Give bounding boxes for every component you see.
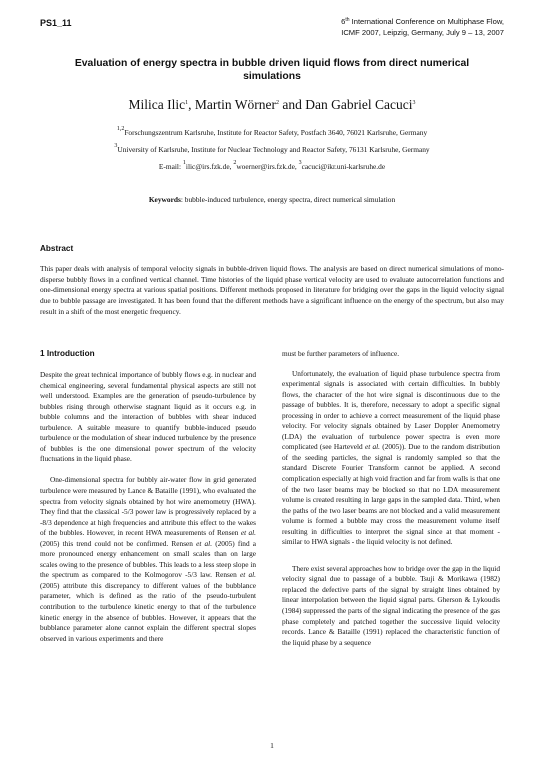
left-column: [40, 349, 256, 655]
conference-header: [264, 16, 504, 38]
paragraph: [40, 475, 256, 644]
email-label: E-mail:: [158, 162, 183, 171]
email-2-marker: 2: [233, 160, 237, 166]
author-separator-and: and: [279, 97, 306, 112]
email-1: ilic@irs.fzk.de,: [185, 162, 234, 171]
keywords: [40, 195, 504, 204]
conference-edition-suffix: th: [345, 17, 350, 23]
keywords-label: Keywords: [148, 195, 181, 204]
paper-title: Evaluation of energy spectra in bubble driven liquid flows from direct numerical simulations: [74, 58, 470, 82]
text-run: Unfortunately, the evaluation of liquid phase turbulence spectra from experimental signals is associated with certain difficulties. In bubbly flows, the character of the hot wire signal is discontinuous due to the passage of bubbles. It is, therefore, necessary to adopt a specific signal processing in order to achieve a correct measurement of the liquid phase velocity. For velocity signals obtained by Laser Doppler Anemometry (LDA) the evaluation of turbulence power spectra is even more complicated (see Harteveld: [282, 368, 500, 452]
italic-text: et al.: [196, 538, 213, 548]
text-run: One-dimensional spectra for bubbly air-water flow in grid generated turbulence were measured by Lance & Bataille (1991), who evaluated the spectra from velocity signals obtained by hot wire anemometry (HWA). They find that the classical -5/3 power law is progressively replaced by a -8/3 dependence at high frequencies and attribute this effect to the wakes of the bubbles. However, in recent HWA measurements of Rensen: [40, 475, 256, 538]
email-3-marker: 3: [298, 160, 302, 166]
text-run: (2005) this trend could not be confirmed. Rensen: [40, 538, 197, 548]
page-number: 1: [270, 741, 274, 750]
italic-text: et al.: [239, 570, 256, 580]
author-3-affiliation: 3: [412, 100, 416, 106]
author-2: Martin Wörner: [194, 97, 276, 112]
text-run: (2005)). Due to the random distribution of the seeding particles, the signal is randomly sampled so that the standard Discrete Fourier Transform cannot be applied. A second complication especially at high void fraction and far from walls is that one of the two laser beams may be blocked so that no LDA measurement volume is created resulting in large gaps in the sampled data. Third, when the paths of the two laser beams are not blocked and a valid measurement volume is formed a bubble may cross the measurement volume itself resulting in difficulties to interpret the signal since at that moment - similar to HWA signals - the liquid velocity is not defined.: [282, 442, 500, 547]
conference-edition-number: 6: [341, 17, 346, 26]
abstract-text: This paper deals with analysis of temporal velocity signals in bubble-driven liquid flows. The analysis are based on direct numerical simulations of mono-disperse bubbly flows in a confined vertical channel. Time histories of the liquid phase vertical velocity are used to evaluate autocorrelation functions and one-dimensional energy spectra at various spatial positions. Different methods proposed in literature for bridging over the gaps in the liquid velocity signal due to bubble passage are investigated. It has been found that the different methods have a significant influence on the energy of the spectrum, but also may result in a shift of the most energetic frequency.: [40, 264, 504, 316]
affiliation-1: [40, 128, 504, 137]
conference-line-2: ICMF 2007, Leipzig, Germany, July 9 – 13, 2007: [341, 28, 504, 37]
keywords-text: : bubble-induced turbulence, energy spectra, direct numerical simulation: [180, 195, 396, 204]
conference-name: International Conference on Multiphase Flow,: [349, 17, 504, 26]
email-3: cacuci@ikr.uni-karlsruhe.de: [301, 162, 386, 171]
affiliation-1-marker: 1,2: [116, 126, 125, 132]
italic-text: et al.: [240, 528, 256, 538]
text-run: (2005) find a more pronounced energy enhancement on small scales than on large scales owing to the presence of bubbles. This leads to a less steep slope in the spectrum as compared to the Kolmogorov -5/3 law. Rensen: [40, 538, 257, 580]
email-line: [40, 162, 504, 171]
email-1-marker: 1: [182, 160, 186, 166]
italic-text: et al.: [364, 442, 380, 452]
affiliation-1-text: Forschungszentrum Karlsruhe, Institute for Reactor Safety, Postfach 3640, 76021 Karlsruhe, Germany: [124, 128, 428, 137]
paper-id: PS1_11: [40, 18, 72, 28]
author-1-affiliation: 1: [185, 100, 189, 106]
abstract-heading: Abstract: [40, 244, 74, 253]
paragraph: [282, 369, 500, 548]
author-separator: ,: [188, 97, 195, 112]
paragraph: Despite the great technical importance of bubbly flows e.g. in nuclear and chemical engineering, several fundamental physical aspects are still not well understood. Examples are the generation of pseudo-turbulence by bubbles rising through otherwise stagnant liquid as it occurs e.g. in bubble columns and the interaction of bubbles with shear induced turbulence. A suitable measure to quantify bubble-induced pseudo turbulence or the modulation of shear induced turbulence by the presence of bubbles is the one dimensional power spectrum of the velocity fluctuations in the liquid phase.: [40, 370, 256, 464]
paragraph: There exist several approaches how to bridge over the gap in the liquid velocity signal due to passage of a bubble. Tsuji & Morikawa (1982) replaced the defective parts of the signal by straight lines obtained by linear interpolation between the liquid signal parts. Gherson & Lykoudis (1984) suppressed the parts of the signal indicating the presence of the gas phase completely and patched together the successive liquid velocity records. Lance & Bataille (1991) replaced the characteristic function of the liquid phase by a sequence: [282, 563, 500, 647]
section-heading: 1 Introduction: [40, 349, 95, 358]
right-column: [282, 349, 500, 659]
email-2: woerner@irs.fzk.de,: [236, 162, 299, 171]
affiliation-2: [40, 145, 504, 154]
author-1: Milica Ilic: [128, 97, 186, 112]
conference-line-1: [264, 16, 504, 27]
affiliation-2-text: University of Karlsruhe, Institute for Nuclear Technology and Reactor Safety, 76131 Karlsruhe, Germany: [117, 145, 430, 154]
author-2-affiliation: 2: [276, 100, 279, 106]
affiliation-2-marker: 3: [114, 143, 118, 149]
author-list: [40, 97, 504, 113]
author-3: Dan Gabriel Cacuci: [305, 97, 413, 112]
paragraph: must be further parameters of influence.: [282, 349, 400, 358]
text-run: (2005) attribute this discrepancy to different values of the bubblance parameter, which is defined as the ratio of the pseudo-turbulent contribution to the turbulence kinetic energy to that of the turbulence kinetic energy in the absence of bubbles. However, it appears that the bubblance parameter alone cannot explain the different spectral slopes observed in various experiments and there: [40, 580, 256, 643]
